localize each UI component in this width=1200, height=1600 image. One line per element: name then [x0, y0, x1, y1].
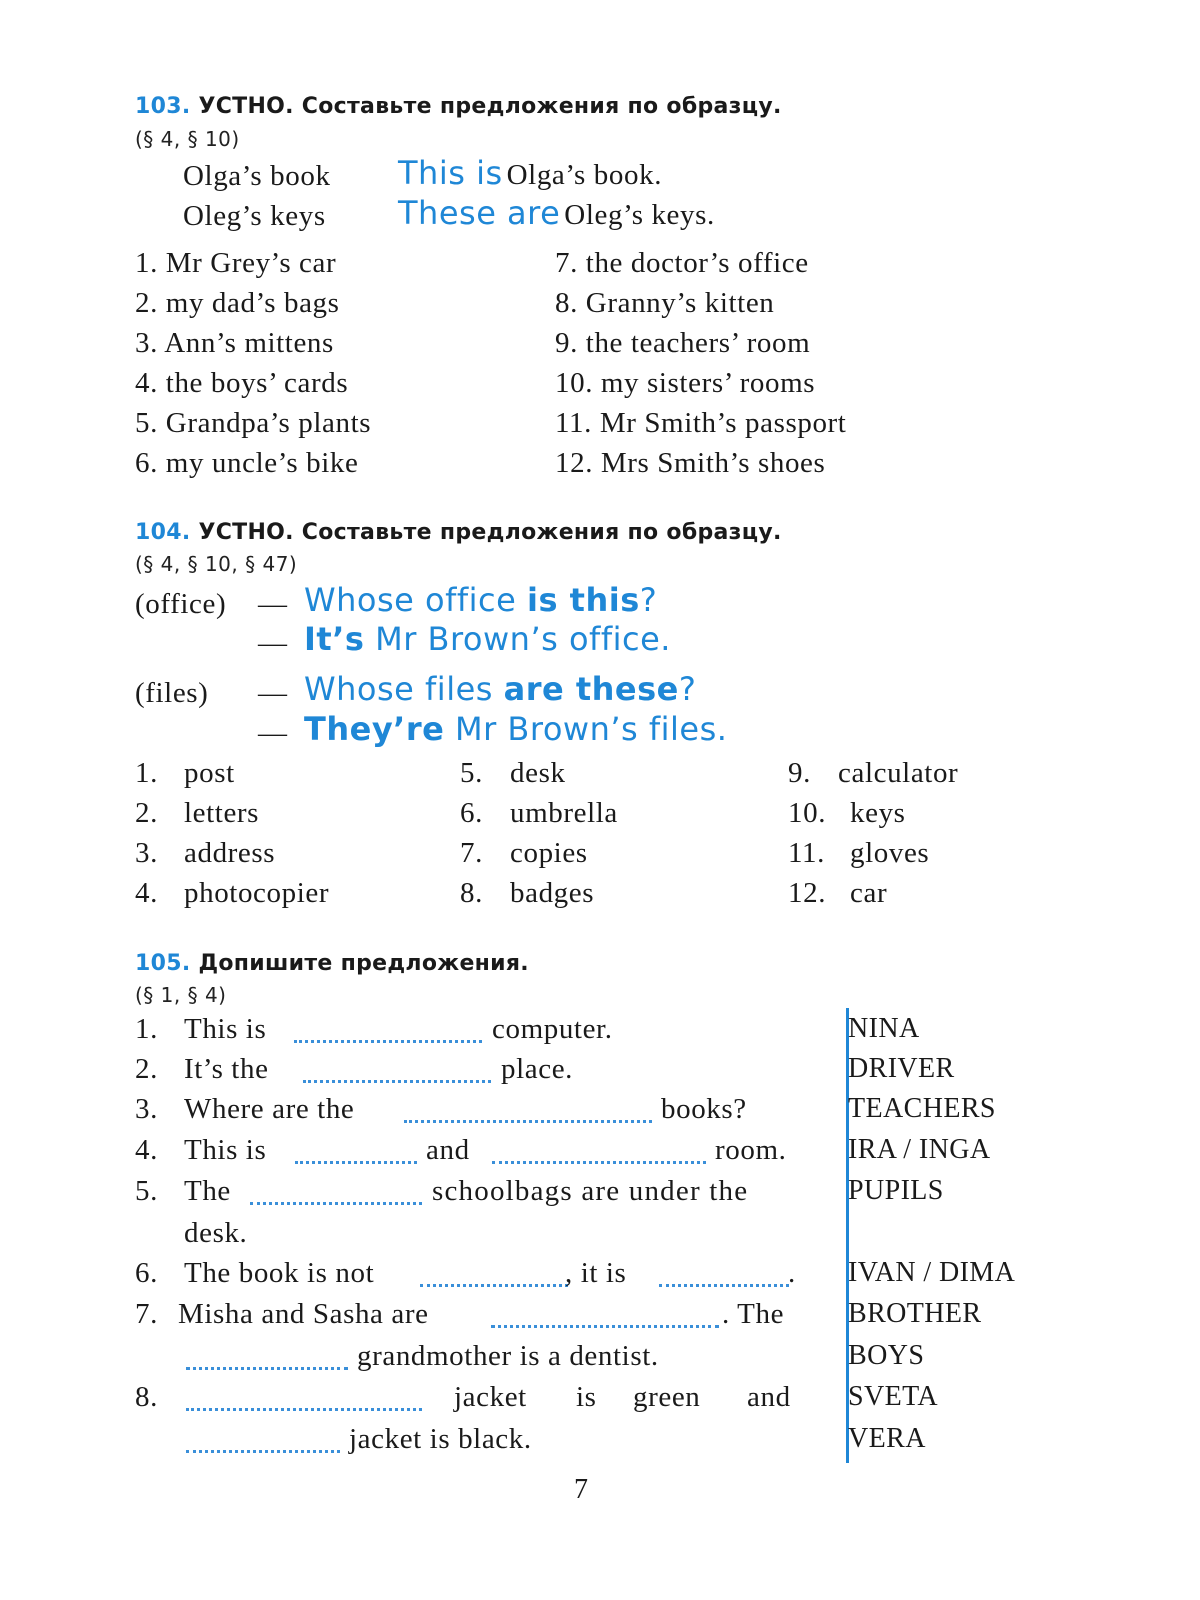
ex104-answer	[304, 710, 727, 748]
ex103-number: 103.	[135, 94, 191, 119]
ex105-text: green	[633, 1381, 701, 1413]
ex103-item: 12. Mrs Smith’s shoes	[555, 447, 826, 479]
ex104-word: badges	[510, 877, 595, 909]
ex105-text: The	[184, 1175, 231, 1207]
blank[interactable]	[294, 1022, 482, 1043]
ex103-refs: (§ 4, § 10)	[135, 127, 240, 151]
ex104-word: umbrella	[510, 797, 618, 829]
ex103-item: 3. Ann’s mittens	[135, 327, 334, 359]
ex103-item: 5. Grandpa’s plants	[135, 407, 372, 439]
ex105-text: Misha and Sasha are	[178, 1298, 429, 1330]
a-part-bold: They’re	[304, 710, 445, 748]
ex105-text: place.	[501, 1053, 574, 1085]
ex105-text: . The	[722, 1298, 785, 1330]
ex104-title: УСТНО. Составьте предложения по образцу.	[198, 520, 782, 545]
ex104-word: desk	[510, 757, 566, 789]
ex104-question	[304, 581, 657, 619]
ex104-word: letters	[184, 797, 260, 829]
ex103-example-sentence	[398, 194, 715, 232]
q-part: Whose files	[304, 670, 504, 708]
ex104-heading	[135, 520, 782, 545]
ex105-text: This is	[184, 1013, 267, 1045]
ex105-text: desk.	[184, 1217, 248, 1249]
ex105-heading	[135, 951, 529, 976]
ex103-heading	[135, 94, 782, 119]
ex105-text: books?	[661, 1093, 747, 1125]
ex103-item: 7. the doctor’s office	[555, 247, 809, 279]
a-part: Mr Brown’s files.	[444, 710, 728, 748]
blank[interactable]	[250, 1184, 422, 1205]
ex103-example-phrase: Oleg’s keys	[183, 200, 326, 232]
name-word: NINA	[848, 1013, 920, 1044]
ex105-text: jacket is black.	[349, 1423, 532, 1455]
blank[interactable]	[186, 1432, 340, 1453]
ex103-example-blue: These are	[398, 194, 561, 232]
ex105-text: This is	[184, 1134, 267, 1166]
ex105-num: 7.	[135, 1298, 158, 1330]
ex104-word: calculator	[838, 757, 959, 789]
ex103-example-rest: Olga’s book.	[506, 159, 663, 191]
ex104-num: 11.	[788, 837, 825, 869]
ex105-num: 6.	[135, 1257, 158, 1289]
ex105-title: Допишите предложения.	[198, 951, 529, 976]
ex105-text: schoolbags are under the	[432, 1175, 749, 1207]
ex105-text: The book is not	[184, 1257, 375, 1289]
ex103-item: 4. the boys’ cards	[135, 367, 349, 399]
name-word: PUPILS	[848, 1175, 944, 1206]
ex103-item: 1. Mr Grey’s car	[135, 247, 337, 279]
name-word: BROTHER	[848, 1298, 982, 1329]
ex103-item: 9. the teachers’ room	[555, 327, 811, 359]
blank[interactable]	[492, 1143, 706, 1164]
ex104-word: car	[850, 877, 888, 909]
blank[interactable]	[295, 1143, 417, 1164]
ex104-answer	[304, 620, 671, 658]
blank[interactable]	[186, 1390, 422, 1411]
ex104-word: copies	[510, 837, 588, 869]
q-part: Whose office	[304, 581, 527, 619]
ex105-text: jacket	[454, 1381, 527, 1413]
name-word: TEACHERS	[848, 1093, 996, 1124]
ex105-num: 4.	[135, 1134, 158, 1166]
ex104-num: 2.	[135, 797, 158, 829]
ex103-example-rest: Oleg’s keys.	[564, 199, 715, 231]
ex104-num: 3.	[135, 837, 158, 869]
q-mark: ?	[678, 670, 697, 708]
name-word: SVETA	[848, 1381, 938, 1412]
ex105-num: 2.	[135, 1053, 158, 1085]
q-part-bold: is this	[526, 581, 640, 619]
ex104-num: 7.	[460, 837, 483, 869]
ex105-num: 5.	[135, 1175, 158, 1207]
ex105-text: grandmother is a dentist.	[357, 1340, 659, 1372]
ex104-num: 9.	[788, 757, 811, 789]
name-word: BOYS	[848, 1340, 925, 1371]
ex104-word: post	[184, 757, 235, 789]
ex103-item: 10. my sisters’ rooms	[555, 367, 816, 399]
ex103-example-sentence	[398, 154, 662, 192]
name-word: IRA / INGA	[848, 1134, 991, 1165]
dash: —	[258, 677, 288, 709]
ex104-num: 4.	[135, 877, 158, 909]
ex105-num: 3.	[135, 1093, 158, 1125]
ex105-text: computer.	[492, 1013, 613, 1045]
ex105-text: and	[747, 1381, 791, 1413]
blank[interactable]	[491, 1307, 719, 1328]
dash: —	[258, 588, 288, 620]
ex104-num: 12.	[788, 877, 827, 909]
ex105-number: 105.	[135, 951, 191, 976]
page-number: 7	[574, 1474, 588, 1505]
ex105-text: , it is	[565, 1257, 627, 1289]
ex105-text: It’s the	[184, 1053, 269, 1085]
ex104-question	[304, 670, 696, 708]
ex104-refs: (§ 4, § 10, § 47)	[135, 552, 298, 576]
ex104-number: 104.	[135, 520, 191, 545]
q-part-bold: are these	[503, 670, 679, 708]
ex104-num: 6.	[460, 797, 483, 829]
ex105-text: Where are the	[184, 1093, 355, 1125]
name-word: IVAN / DIMA	[848, 1257, 1016, 1288]
blank[interactable]	[420, 1266, 568, 1287]
ex104-example-word: (office)	[135, 588, 227, 620]
name-word: VERA	[848, 1423, 926, 1454]
q-mark: ?	[639, 581, 658, 619]
ex104-num: 1.	[135, 757, 158, 789]
ex103-title: УСТНО. Составьте предложения по образцу.	[198, 94, 782, 119]
ex104-num: 5.	[460, 757, 483, 789]
ex104-example-word: (files)	[135, 677, 209, 709]
a-part-bold: It’s	[304, 620, 365, 658]
blank[interactable]	[186, 1349, 348, 1370]
ex104-word: address	[184, 837, 276, 869]
ex103-item: 8. Granny’s kitten	[555, 287, 775, 319]
ex105-text: room.	[715, 1134, 787, 1166]
ex105-text: and	[426, 1134, 470, 1166]
ex103-example-blue: This is	[398, 154, 503, 192]
blank[interactable]	[659, 1266, 789, 1287]
ex103-item: 6. my uncle’s bike	[135, 447, 359, 479]
ex105-text: .	[788, 1257, 796, 1289]
ex104-word: photocopier	[184, 877, 330, 909]
ex105-num: 1.	[135, 1013, 158, 1045]
ex104-word: gloves	[850, 837, 930, 869]
ex104-word: keys	[850, 797, 906, 829]
name-word: DRIVER	[848, 1053, 955, 1084]
dash: —	[258, 717, 288, 749]
ex103-item: 2. my dad’s bags	[135, 287, 340, 319]
blank[interactable]	[303, 1062, 491, 1083]
blank[interactable]	[404, 1102, 652, 1123]
ex103-item: 11. Mr Smith’s passport	[555, 407, 847, 439]
dash: —	[258, 627, 288, 659]
ex103-example-phrase: Olga’s book	[183, 160, 331, 192]
a-part: Mr Brown’s office.	[364, 620, 671, 658]
ex105-num: 8.	[135, 1381, 158, 1413]
ex105-refs: (§ 1, § 4)	[135, 983, 227, 1007]
ex104-num: 8.	[460, 877, 483, 909]
ex104-num: 10.	[788, 797, 827, 829]
ex105-text: is	[576, 1381, 597, 1413]
